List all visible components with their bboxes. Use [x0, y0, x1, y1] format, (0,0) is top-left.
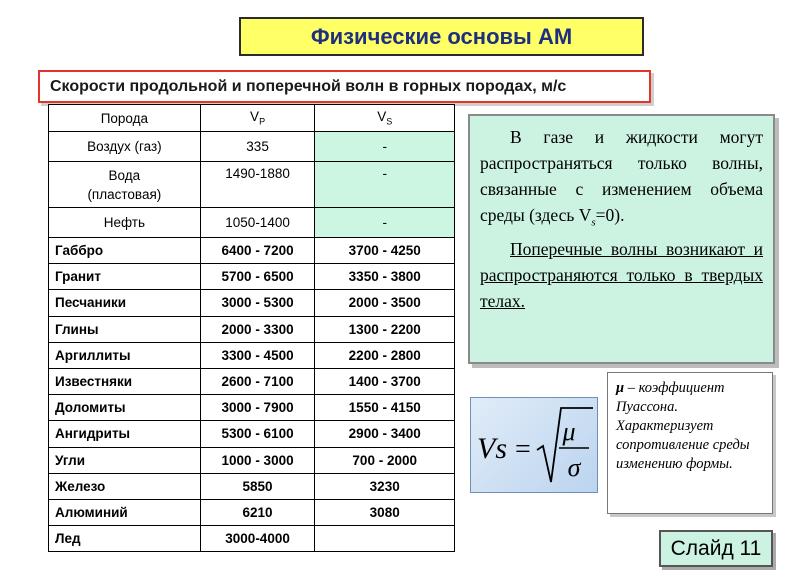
header-vs-letter: V [377, 109, 387, 125]
table-row-solid [49, 238, 455, 264]
velocity-table [48, 104, 455, 552]
slide-title: Физические основы АМ [239, 17, 644, 56]
cell-rock: Железо [49, 473, 201, 499]
cell-vp: 6400 - 7200 [200, 238, 315, 264]
cell-rock: Лед [49, 526, 201, 552]
cell-vp: 335 [200, 132, 315, 162]
table-row-solid [49, 316, 455, 342]
cell-rock: Песчаники [49, 290, 201, 316]
formula-equals: = [515, 434, 531, 465]
cell-vp: 3300 - 4500 [200, 342, 315, 368]
table-row-fluid [49, 162, 455, 208]
table-row-solid [49, 499, 455, 525]
cell-vs: - [315, 132, 455, 162]
cell-rock: Аргиллиты [49, 342, 201, 368]
cell-vs [315, 526, 455, 552]
header-vs-sub: S [386, 116, 393, 127]
cell-vs: - [315, 162, 455, 208]
cell-vp: 3000-4000 [200, 526, 315, 552]
header-vp [200, 105, 315, 132]
cell-vs: 3080 [315, 499, 455, 525]
cell-vp: 2000 - 3300 [200, 316, 315, 342]
cell-rock: Вода (пластовая) [49, 162, 201, 208]
cell-vs: 3350 - 3800 [315, 264, 455, 290]
mu-symbol: μ [616, 380, 625, 396]
vs-formula [470, 397, 598, 493]
formula-lhs: Vs [477, 432, 507, 465]
cell-vp: 1490-1880 [200, 162, 315, 208]
cell-vs: 2200 - 2800 [315, 342, 455, 368]
table-row-solid [49, 368, 455, 394]
note-p1-sub: s [591, 216, 596, 229]
table-header-row [49, 105, 455, 132]
table-body [49, 132, 455, 552]
table-row-solid [49, 342, 455, 368]
cell-vp: 1000 - 3000 [200, 447, 315, 473]
note-paragraph-2: Поперечные волны возникают и распространяются только в твердых телах. [480, 238, 763, 311]
cell-rock: Нефть [49, 208, 201, 238]
table-row-solid [49, 395, 455, 421]
cell-rock: Алюминий [49, 499, 201, 525]
formula-graphic [471, 398, 597, 492]
cell-rock: Глины [49, 316, 201, 342]
note-p1-end: =0). [595, 205, 625, 225]
cell-vs: - [315, 208, 455, 238]
header-vp-sub: P [259, 116, 266, 127]
cell-vs: 3700 - 4250 [315, 238, 455, 264]
table-row-solid [49, 526, 455, 552]
cell-rock: Гранит [49, 264, 201, 290]
table-row-solid [49, 421, 455, 447]
cell-rock: Воздух (газ) [49, 132, 201, 162]
cell-vs: 1550 - 4150 [315, 395, 455, 421]
note-paragraph-1 [480, 124, 763, 236]
cell-rock: Угли [49, 447, 201, 473]
table-caption: Скорости продольной и поперечной волн в горных породах, м/с [38, 70, 651, 103]
table-row-solid [49, 264, 455, 290]
formula-denominator: σ [567, 453, 581, 482]
fluid-waves-note [468, 114, 775, 364]
formula-numerator: μ [562, 417, 576, 446]
cell-vs: 2900 - 3400 [315, 421, 455, 447]
cell-vp: 5700 - 6500 [200, 264, 315, 290]
cell-rock: Габбро [49, 238, 201, 264]
cell-vs: 1400 - 3700 [315, 368, 455, 394]
cell-vp: 6210 [200, 499, 315, 525]
cell-rock: Известняки [49, 368, 201, 394]
cell-vs: 700 - 2000 [315, 447, 455, 473]
header-vp-letter: V [250, 109, 260, 125]
cell-vp: 5850 [200, 473, 315, 499]
slide-number: Слайд 11 [659, 530, 773, 567]
cell-vp: 2600 - 7100 [200, 368, 315, 394]
header-rock: Порода [49, 105, 201, 132]
poisson-note [607, 372, 773, 514]
cell-vs: 2000 - 3500 [315, 290, 455, 316]
mu-description: – коэффициент Пуассона. Характеризует сопротивление среды изменению формы. [616, 380, 750, 472]
cell-rock: Доломиты [49, 395, 201, 421]
cell-vs: 3230 [315, 473, 455, 499]
table-row-fluid [49, 208, 455, 238]
table-row-fluid [49, 132, 455, 162]
table-row-solid [49, 447, 455, 473]
note-p1-text: В газе и жидкости могут распространяться только волны, связанные с изменением объема среды (здесь V [480, 127, 763, 225]
table-row-solid [49, 290, 455, 316]
table-row-solid [49, 473, 455, 499]
cell-vp: 1050-1400 [200, 208, 315, 238]
cell-vp: 3000 - 7900 [200, 395, 315, 421]
header-vs [315, 105, 455, 132]
cell-vp: 5300 - 6100 [200, 421, 315, 447]
cell-rock: Ангидриты [49, 421, 201, 447]
cell-vp: 3000 - 5300 [200, 290, 315, 316]
cell-vs: 1300 - 2200 [315, 316, 455, 342]
